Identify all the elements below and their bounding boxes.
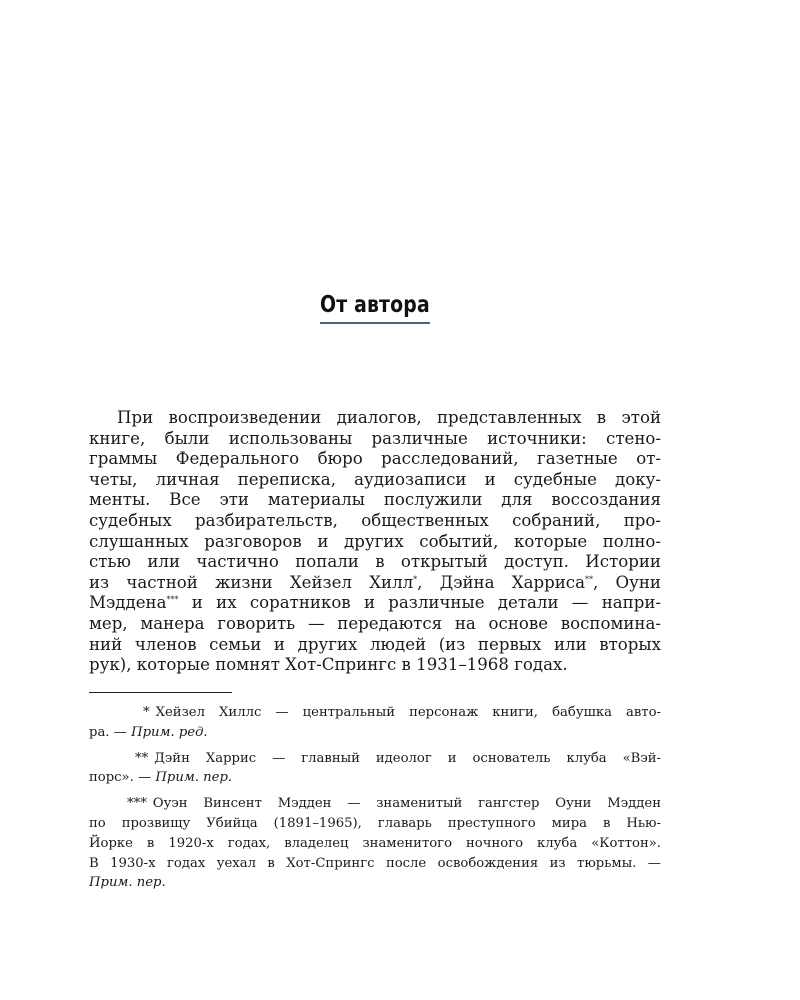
footnote-text: Оуэн Винсент Мэдден — знаменитый гангстер Оуни Мэдден bbox=[152, 796, 661, 812]
footnote-1 bbox=[89, 703, 661, 743]
footnote-line: по прозвищу Убийца (1891–1965), главарь преступного мира в Нью- bbox=[89, 815, 661, 831]
body-text-fragment: и их соратников и различные детали — напри- bbox=[178, 593, 661, 613]
footnote-mark: *** bbox=[127, 796, 147, 812]
footnote-mark: ** bbox=[135, 750, 149, 766]
footnote-text: ра. — bbox=[89, 724, 132, 740]
footnote-line bbox=[89, 873, 661, 893]
footnote-text: порс». — bbox=[89, 770, 156, 786]
footnote-text: Дэйн Харрис — главный идеолог и основатель клуба «Вэй- bbox=[154, 750, 661, 766]
body-line: четы, личная переписка, аудиозаписи и судебные доку- bbox=[89, 469, 661, 489]
body-text-fragment: Мэддена bbox=[89, 593, 167, 613]
footnote-divider bbox=[89, 692, 232, 693]
footnotes-section bbox=[89, 703, 661, 899]
translator-note: Прим. пер. bbox=[89, 875, 166, 891]
body-line bbox=[89, 593, 661, 614]
body-line: менты. Все эти материалы послужили для воссоздания bbox=[89, 490, 661, 510]
body-text-fragment: из частной жизни Хейзел Хилл bbox=[89, 572, 414, 592]
body-line: книге, были использованы различные источники: стено- bbox=[89, 428, 661, 448]
footnote-3 bbox=[89, 794, 661, 893]
chapter-title-text: От автора bbox=[320, 292, 430, 324]
footnote-2 bbox=[89, 749, 661, 789]
body-line: рук), которые помнят Хот-Спрингс в 1931–1968 годах. bbox=[89, 655, 568, 675]
footnote-line bbox=[89, 749, 661, 769]
body-line: судебных разбирательств, общественных собраний, про- bbox=[89, 510, 661, 530]
body-paragraph bbox=[89, 408, 661, 676]
chapter-title bbox=[0, 282, 750, 324]
footnote-reference-1[interactable]: * bbox=[413, 574, 418, 584]
body-line: граммы Федерального бюро расследований, газетные от- bbox=[89, 449, 661, 469]
body-line: стью или частично попали в открытый доступ. Истории bbox=[89, 552, 661, 572]
body-line: слушанных разговоров и других событий, которые полно- bbox=[89, 531, 661, 551]
editor-note: Прим. ред. bbox=[131, 724, 208, 740]
footnote-line bbox=[89, 723, 661, 743]
body-line: мер, манера говорить — передаются на основе воспомина- bbox=[89, 613, 661, 633]
footnote-reference-2[interactable]: ** bbox=[584, 574, 593, 584]
footnote-mark: * bbox=[143, 705, 150, 720]
translator-note: Прим. пер. bbox=[155, 770, 233, 786]
footnote-reference-3[interactable]: *** bbox=[166, 595, 179, 605]
footnote-line bbox=[89, 768, 661, 788]
footnote-line bbox=[89, 794, 661, 814]
footnote-line: В 1930-х годах уехал в Хот-Спрингс после освобождения из тюрьмы. — bbox=[89, 855, 661, 871]
body-line: ний членов семьи и других людей (из первых или вторых bbox=[89, 634, 661, 654]
footnote-line bbox=[89, 703, 661, 723]
body-text-fragment: , Дэйна Харриса bbox=[417, 572, 585, 592]
footnote-text: Хейзел Хиллс — центральный персонаж книги, бабушка авто- bbox=[155, 705, 661, 720]
footnote-line: Йорке в 1920-х годах, владелец знаменитого ночного клуба «Коттон». bbox=[89, 835, 661, 851]
body-text-fragment: , Оуни bbox=[592, 572, 661, 592]
body-line bbox=[89, 573, 661, 594]
body-line: При воспроизведении диалогов, представленных в этой bbox=[117, 408, 661, 427]
